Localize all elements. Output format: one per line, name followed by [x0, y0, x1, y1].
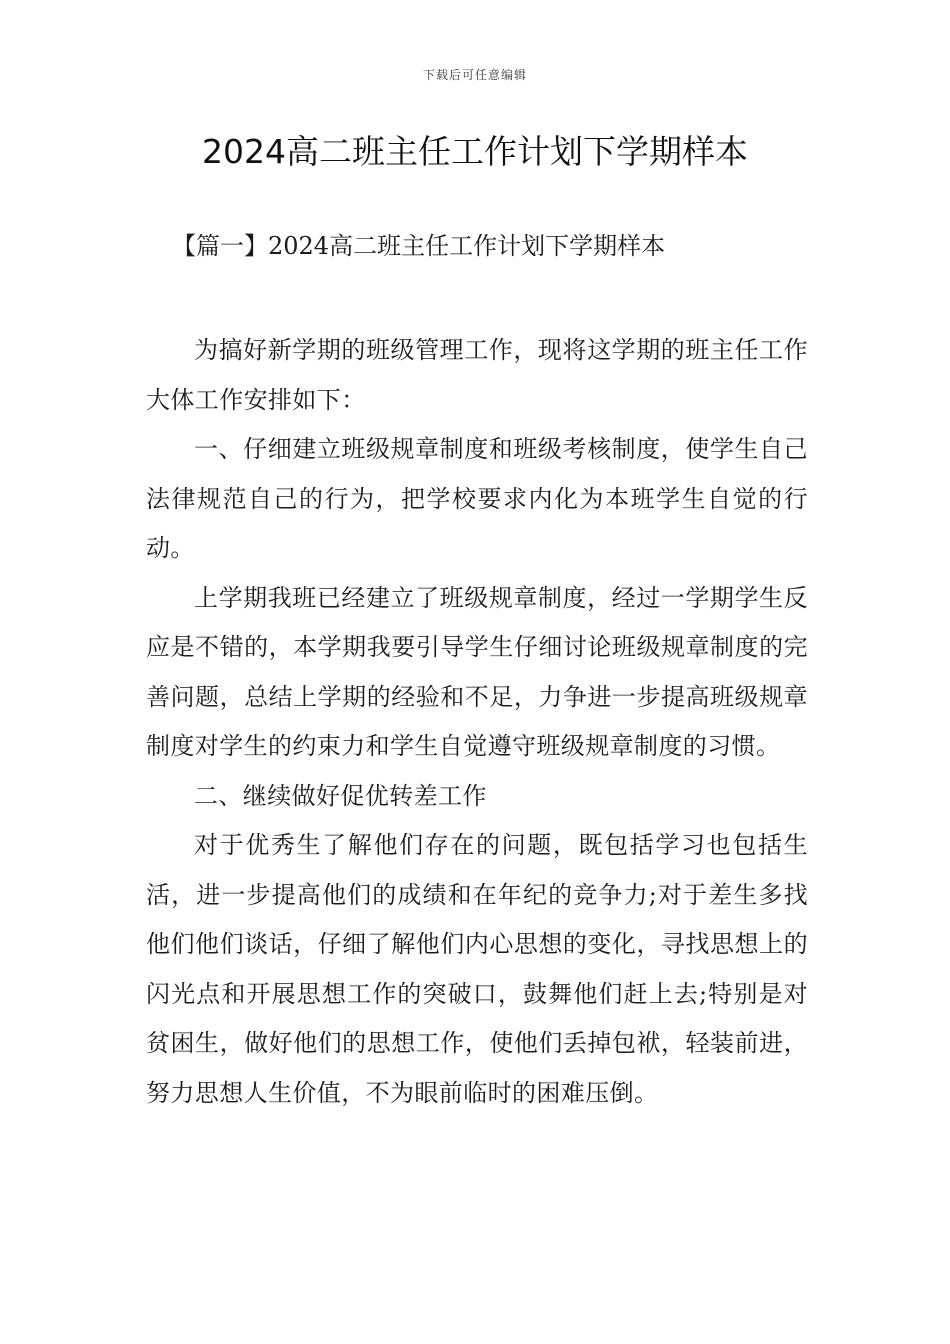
- paragraph-rules: 上学期我班已经建立了班级规章制度，经过一学期学生反应是不错的，本学期我要引导学生仔细讨论班级规章制度的完善问题，总结上学期的经验和不足，力争进一步提高班级规章制度对学生的约束力和学生自觉遵守班级规章制度的习惯。: [146, 583, 808, 760]
- paragraph-item-two: 二、继续做好促优转差工作: [194, 781, 487, 810]
- paragraph-item-one: 一、仔细建立班级规章制度和班级考核制度，使学生自己法律规范自己的行为，把学校要求内化为本班学生自觉的行动。: [146, 435, 808, 562]
- paragraph-students: 对于优秀生了解他们存在的问题，既包括学习也包括生活，进一步提高他们的成绩和在年纪的竞争力;对于差生多找他们他们谈话，仔细了解他们内心思想的变化，寻找思想上的闪光点和开展思想工作的突破口，鼓舞他们赶上去;特别是对贫困生，做好他们的思想工作，使他们丢掉包袱，轻装前进，努力思想人生价值，不为眼前临时的困难压倒。: [146, 831, 808, 1107]
- section-heading: 【篇一】2024高二班主任工作计划下学期样本: [172, 232, 666, 260]
- document-title: 2024高二班主任工作计划下学期样本: [202, 132, 748, 171]
- paragraph-intro: 为搞好新学期的班级管理工作，现将这学期的班主任工作大体工作安排如下：: [146, 336, 808, 414]
- header-note: 下载后可任意编辑: [422, 68, 527, 82]
- document-body: [146, 326, 808, 1118]
